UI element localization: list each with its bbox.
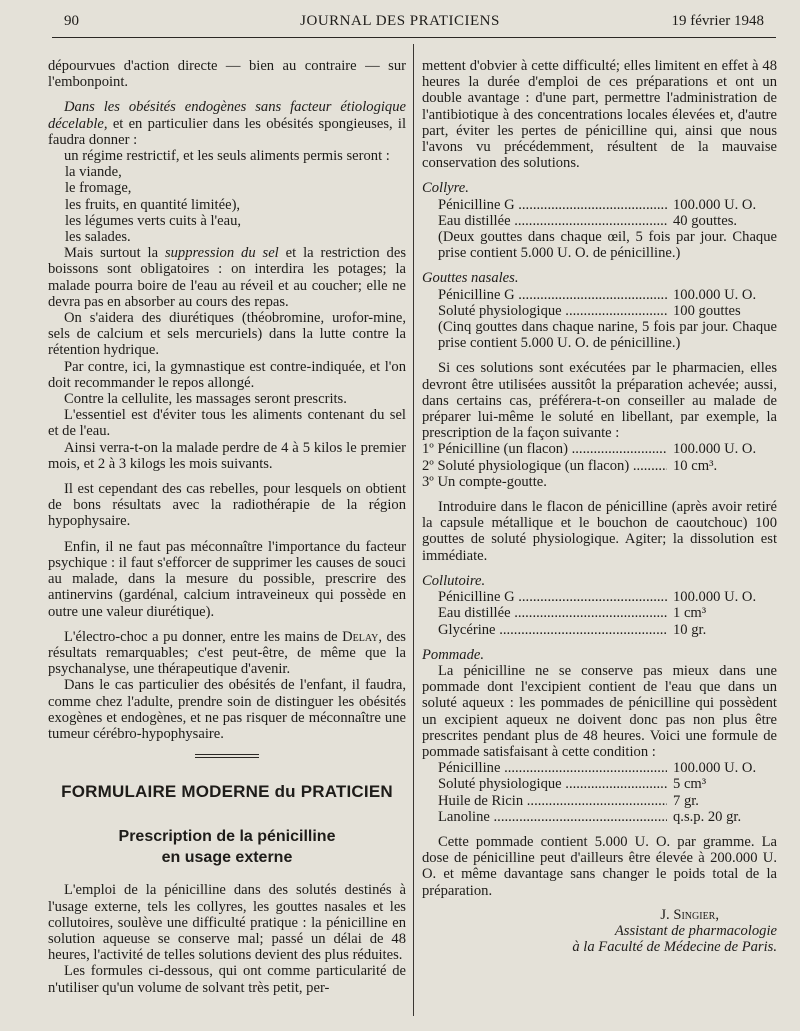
food-list — [48, 164, 406, 245]
paragraph: Mais surtout la suppression du sel et la restriction des boissons sont obligatoires : on interdira les potages; la malade pourra boire de l'eau au réveil et au coucher; elle ne devra pas en absorber au cours des repas. — [48, 245, 406, 310]
kit-row: 2º Soluté physiologique (un flacon) ..... 10 cm³. — [422, 458, 777, 474]
header-rule — [52, 37, 776, 38]
ingredient-row: Pénicilline G ..... 100.000 U. O. — [422, 197, 777, 213]
signature-name: J. Singier, — [660, 906, 719, 923]
paragraph: Il est cependant des cas rebelles, pour lesquels on obtient de bons résultats avec la radiothérapie de la région hypophysaire. — [48, 481, 406, 530]
ingredient-row: Soluté physiologique ..... 5 cm³ — [422, 776, 777, 792]
list-item: les fruits, en quantité limitée), — [65, 196, 241, 213]
ingredient-row: Eau distillée ..... 40 gouttes. — [422, 213, 777, 229]
ingredient-row: Eau distillée ..... 1 cm³ — [422, 605, 777, 621]
formula-title: Gouttes nasales. — [422, 270, 519, 287]
paragraph: dépourvues d'action directe — bien au contraire — sur l'embonpoint. — [48, 58, 406, 91]
paragraph: On s'aidera des diurétiques (théobromine, urofor-mine, sels de calcium et sels mercuriels) dans la lutte contre la rétention hydrique. — [48, 310, 406, 359]
signature-role: à la Faculté de Médecine de Paris. — [572, 939, 777, 956]
list-item: le fromage, — [65, 180, 132, 197]
paragraph: Introduire dans le flacon de pénicilline (après avoir retiré la capsule métallique et le bouchon de caoutchouc) 100 gouttes de soluté physiologique. Agiter; la dissolution est immédiate. — [422, 499, 777, 564]
ingredient-row: Lanoline ..... q.s.p. 20 gr. — [422, 809, 777, 825]
list-item: la viande, — [65, 164, 122, 181]
kit-row: 3º Un compte-goutte. — [422, 473, 547, 490]
journal-title: JOURNAL DES PRATICIENS — [300, 13, 500, 29]
paragraph: un régime restrictif, et les seuls aliments permis seront : — [64, 148, 390, 165]
paragraph: Par contre, ici, la gymnastique est contre-indiquée, et l'on doit recommander le repos allongé. — [48, 358, 406, 391]
ingredient-row: Pénicilline G ..... 100.000 U. O. — [422, 287, 777, 303]
paragraph: Si ces solutions sont exécutées par le pharmacien, elles devront être utilisées aussitôt la préparation achevée; aussi, dans certains cas, préférera-t-on conseiller au malade de préparer lui-même le soluté en libellant, par exemple, la prescription de la façon suivante : — [422, 360, 777, 442]
ingredient-row: Pénicilline G ..... 100.000 U. O. — [422, 589, 777, 605]
right-column — [422, 58, 777, 955]
issue-date: 19 février 1948 — [671, 13, 764, 29]
left-column — [48, 58, 406, 996]
signature-role: Assistant de pharmacologie — [614, 922, 777, 939]
list-item: les légumes verts cuits à l'eau, — [65, 212, 242, 229]
ingredient-row: Glycérine ..... 10 gr. — [422, 622, 777, 638]
author-name: Delay, — [342, 628, 383, 645]
paragraph: Contre la cellulite, les massages seront prescrits. — [64, 391, 347, 408]
paragraph: Dans les obésités endogènes sans facteur étiologique décelable, et en particulier dans les obésités spongieuses, il faudra donner : — [48, 99, 407, 148]
formula-title: Collutoire. — [422, 572, 486, 589]
paragraph: L'emploi de la pénicilline dans des solutés destinés à l'usage externe, tels les collyres, les gouttes nasales et les collutoires, soulève une difficulté pratique : la pénicilline en solution aqueuse se conserve mal; passé un délai de 48 heures, l'activité de telles solutions devient des plus réduites. — [48, 882, 406, 964]
paragraph: Cette pommade contient 5.000 U. O. par gramme. La dose de pénicilline peut d'ailleurs être élevée à 200.000 U. O. et même davantage sans changer le poids total de la préparation. — [422, 833, 777, 899]
article-title: Prescription de la pénicilline en usage externe — [118, 828, 336, 867]
paragraph: La pénicilline ne se conserve pas mieux dans une pommade dont l'excipient contient de l'eau que dans un soluté aqueux : les pommades de pénicilline qui possèdent un excipient aqueux ne doivent donc pas non plus être prescrites pendant plus de 48 heures. Voici une formule de pommade satisfaisant à cette condition : — [422, 662, 777, 760]
italic-phrase: Dans les obésités endogènes sans facteur étiologique décelable, — [48, 99, 406, 132]
page-number: 90 — [64, 13, 79, 29]
paragraph: Ainsi verra-t-on la malade perdre de 4 à 5 kilos le premier mois, et 2 à 3 kilogs les mois suivants. — [48, 439, 406, 472]
paragraph: Dans le cas particulier des obésités de l'enfant, il faudra, comme chez l'adulte, prendre soin de distinguer les obésités exogènes et endogènes, et ne pas risquer de méconnaître une tumeur cérébro-hypophysaire. — [48, 677, 406, 742]
ingredient-row: Soluté physiologique ..... 100 gouttes — [422, 303, 777, 319]
formula-note: (Cinq gouttes dans chaque narine, 5 fois par jour. Chaque prise contient 5.000 U. O. de pénicilline.) — [438, 319, 777, 352]
paragraph: L'électro-choc a pu donner, entre les mains de Delay, des résultats remarquables; c'est peut-être, de même que la psychanalyse, une thérapeutique d'avenir. — [48, 628, 406, 678]
section-title: FORMULAIRE MODERNE du PRATICIEN — [61, 782, 393, 802]
formula-title: Pommade. — [422, 646, 485, 663]
signature-block — [422, 907, 777, 956]
paragraph: mettent d'obvier à cette difficulté; elles limitent en effet à 48 heures la durée d'emploi de ces préparations et ont un double avantage : d'une part, permettre l'administration de l'antibiotique à des concentrations locales élevées et, d'autre part, éviter les pertes de pénicilline qui, ainsi que nous l'avons vu précédemment, résultent de la mauvaise conservation des solutions. — [422, 58, 777, 172]
paragraph: Les formules ci-dessous, qui ont comme particularité de n'utiliser qu'un volume de solvant très petit, per- — [48, 963, 406, 996]
paragraph: Enfin, il ne faut pas méconnaître l'importance du facteur psychique : il faut s'efforcer de supprimer les causes de souci au malade, dans la mesure du possible, prescrire des antinervins (gardénal, calcium intraveineux qui possède en outre une valeur diurétique). — [48, 538, 406, 620]
column-divider — [413, 44, 414, 1016]
ingredient-row: Huile de Ricin ..... 7 gr. — [422, 793, 777, 809]
paragraph: L'essentiel est d'éviter tous les aliments contenant du sel et de l'eau. — [48, 407, 406, 440]
page-header — [0, 10, 800, 36]
formula-note: (Deux gouttes dans chaque œil, 5 fois par jour. Chaque prise contient 5.000 U. O. de pénicilline.) — [438, 229, 777, 262]
italic-phrase: suppression du sel — [164, 245, 279, 262]
ingredient-row: Pénicilline ..... 100.000 U. O. — [422, 760, 777, 776]
section-divider — [195, 754, 259, 758]
kit-row: 1º Pénicilline (un flacon) ..... 100.000 U. O. — [422, 441, 777, 457]
list-item: les salades. — [65, 229, 131, 246]
formula-title: Collyre. — [422, 180, 469, 197]
